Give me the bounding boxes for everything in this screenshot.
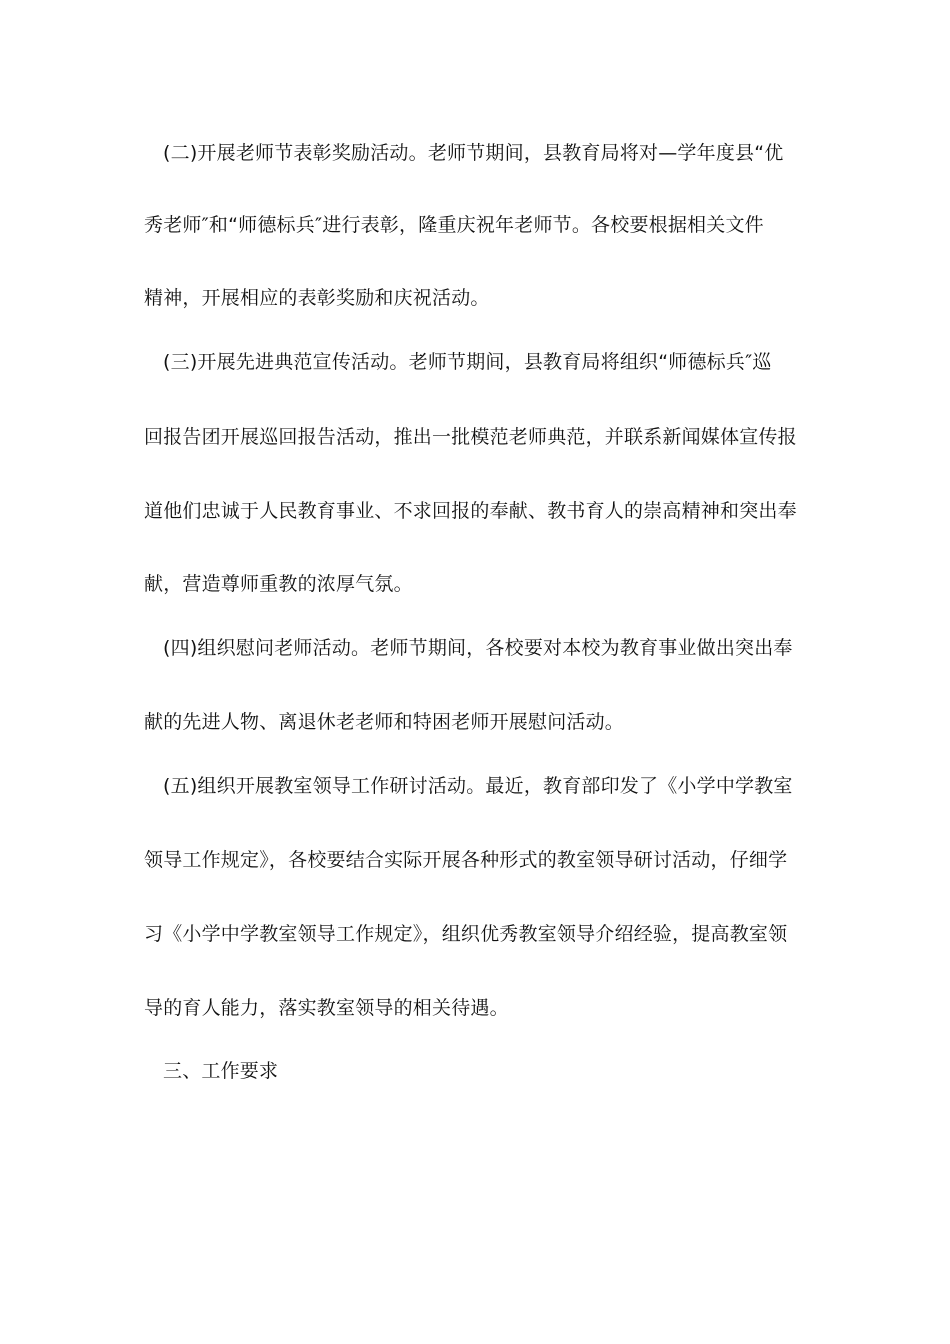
paragraph-3-line-4: 献，营造尊师重教的浓厚气氛。: [144, 573, 413, 595]
paragraph-3-line-1: (三)开展先进典范宣传活动。老师节期间，县教育局将组织“师德标兵″巡: [163, 351, 772, 373]
paragraph-4-line-2: 献的先进人物、离退休老老师和特困老师开展慰问活动。: [144, 711, 625, 733]
paragraph-3-line-3: 道他们忠诚于人民教育事业、不求回报的奉献、教书育人的崇高精神和突出奉: [144, 500, 797, 522]
section-heading: 三、工作要求: [163, 1060, 279, 1082]
paragraph-5-line-2: 领导工作规定》，各校要结合实际开展各种形式的教室领导研讨活动，仔细学: [144, 849, 788, 871]
paragraph-2-line-1: (二)开展老师节表彰奖励活动。老师节期间，县教育局将对—学年度县“优: [163, 142, 784, 164]
paragraph-2-line-2: 秀老师″和“师德标兵″进行表彰，隆重庆祝年老师节。各校要根据相关文件: [144, 214, 764, 236]
paragraph-2-line-3: 精神，开展相应的表彰奖励和庆祝活动。: [144, 287, 490, 309]
paragraph-4-line-1: (四)组织慰问老师活动。老师节期间，各校要对本校为教育事业做出突出奉: [163, 637, 793, 659]
paragraph-5-line-1: (五)组织开展教室领导工作研讨活动。最近，教育部印发了《小学中学教室: [163, 775, 793, 797]
paragraph-5-line-4: 导的育人能力，落实教室领导的相关待遇。: [144, 997, 509, 1019]
paragraph-3-line-2: 回报告团开展巡回报告活动，推出一批模范老师典范，并联系新闻媒体宣传报: [144, 426, 797, 448]
paragraph-5-line-3: 习《小学中学教室领导工作规定》，组织优秀教室领导介绍经验，提高教室领: [144, 923, 788, 945]
